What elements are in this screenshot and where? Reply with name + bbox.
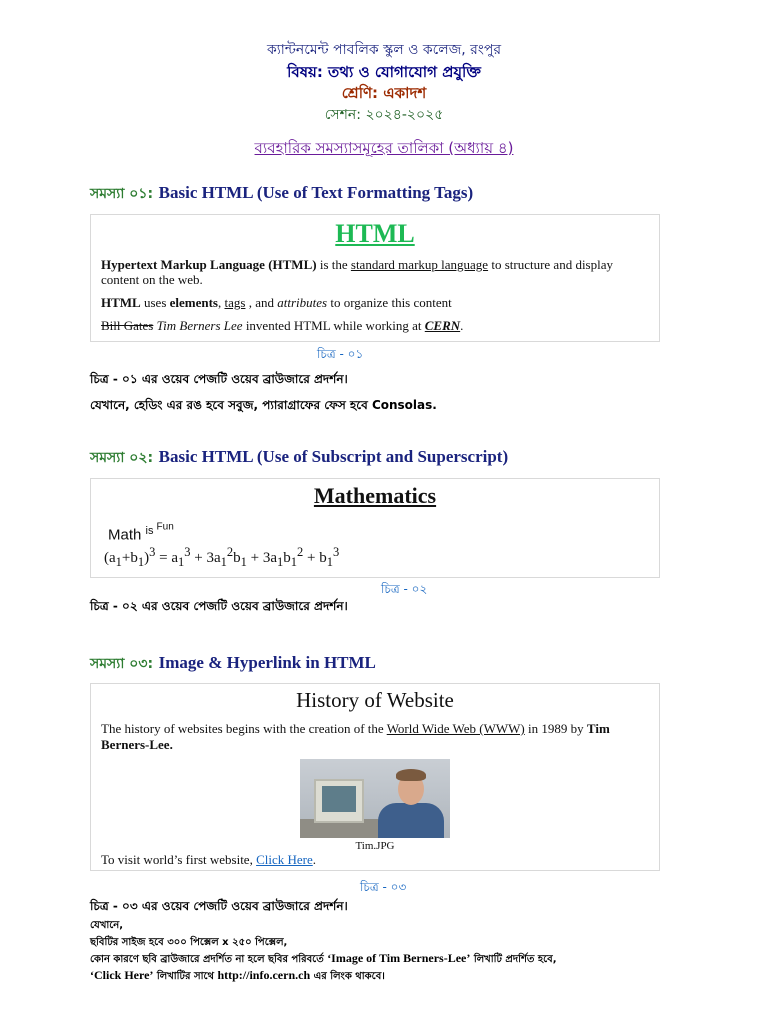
html-heading: HTML: [335, 219, 415, 248]
problem-3-detail-2: ছবিটির সাইজ হবে ৩০০ পিক্সেল x ২৫০ পিক্সেল,: [90, 937, 288, 948]
mathematics-heading: Mathematics: [313, 483, 437, 508]
box3-paragraph-1: The history of websites begins with the creation of the World Wide Web (WWW) in 1989 by Tim Berners-Lee.: [101, 721, 610, 752]
box1-paragraph-1: Hypertext Markup Language (HTML) is the standard markup language to structure and display content on the web.: [101, 257, 613, 287]
subject-line: বিষয়: তথ্য ও যোগাযোগ প্রযুক্তি: [287, 63, 481, 81]
session-line: সেশন: ২০২৪-২০২৫: [324, 107, 444, 123]
problem-3-detail-3: কোন কারণে ছবি ব্রাউজারে প্রদর্শিত না হলে ছবির পরিবর্তে ‘Image of Tim Berners-Lee’ লিখাটি প্রদর্শিত হবে,: [90, 951, 557, 965]
class-line: শ্রেণি: একাদশ: [341, 84, 427, 102]
box1-paragraph-3: Bill Gates Tim Berners Lee invented HTML while working at CERN.: [101, 318, 464, 333]
figure-3-label: চিত্র - ০৩: [360, 880, 407, 894]
click-here-link[interactable]: Click Here: [256, 852, 313, 867]
problem-2-title: সমস্যা ০২: Basic HTML (Use of Subscript and Superscript): [90, 447, 509, 466]
history-heading: History of Website: [296, 688, 454, 712]
problem-1-note-1: চিত্র - ০১ এর ওয়েব পেজটি ওয়েব ব্রাউজারে প্রদর্শন।: [90, 372, 348, 386]
problem-3-detail-1: যেখানে,: [90, 920, 124, 931]
problem-3-note-1: চিত্র - ০৩ এর ওয়েব পেজটি ওয়েব ব্রাউজারে প্রদর্শন।: [90, 899, 348, 913]
photo-caption: Tim.JPG: [355, 840, 395, 852]
math-is-fun: Math $^{is ^{Fun}}$: [108, 521, 174, 544]
figure-2-label: চিত্র - ০২: [381, 582, 428, 596]
math-equation: $(a_1+b_1)^3 = a_1^3 + 3a_1^2b_1 + 3a_1b_1^2 + b_1^3$: [104, 545, 340, 569]
problem-2-note-1: চিত্র - ০২ এর ওয়েব পেজটি ওয়েব ব্রাউজারে প্রদর্শন।: [90, 599, 348, 613]
problem-1-title: সমস্যা ০১: Basic HTML (Use of Text Formatting Tags): [90, 183, 474, 202]
figure-3-box: [90, 683, 660, 871]
tim-berners-lee-photo: [300, 759, 450, 838]
figure-1-box: [90, 214, 660, 342]
list-title: ব্যবহারিক সমস্যাসমূহের তালিকা (অধ্যায় ৪): [254, 139, 514, 157]
problem-3-detail-4: ‘Click Here’ লিখাটির সাথে http://info.cern.ch এর লিংক থাকবে।: [90, 968, 385, 982]
school-name: ক্যান্টনমেন্ট পাবলিক স্কুল ও কলেজ, রংপুর: [266, 42, 502, 58]
box1-paragraph-2: HTML uses elements, tags , and attributes to organize this content: [101, 295, 452, 310]
box3-visit-line: To visit world’s first website, Click Here.: [101, 852, 317, 867]
problem-1-note-2: যেখানে, হেডিং এর রঙ হবে সবুজ, প্যারাগ্রাফের ফেস হবে Consolas.: [90, 398, 437, 412]
figure-2-box: [90, 478, 660, 578]
problem-3-title: সমস্যা ০৩: Image & Hyperlink in HTML: [90, 653, 376, 672]
figure-1-label: চিত্র - ০১: [317, 347, 364, 361]
